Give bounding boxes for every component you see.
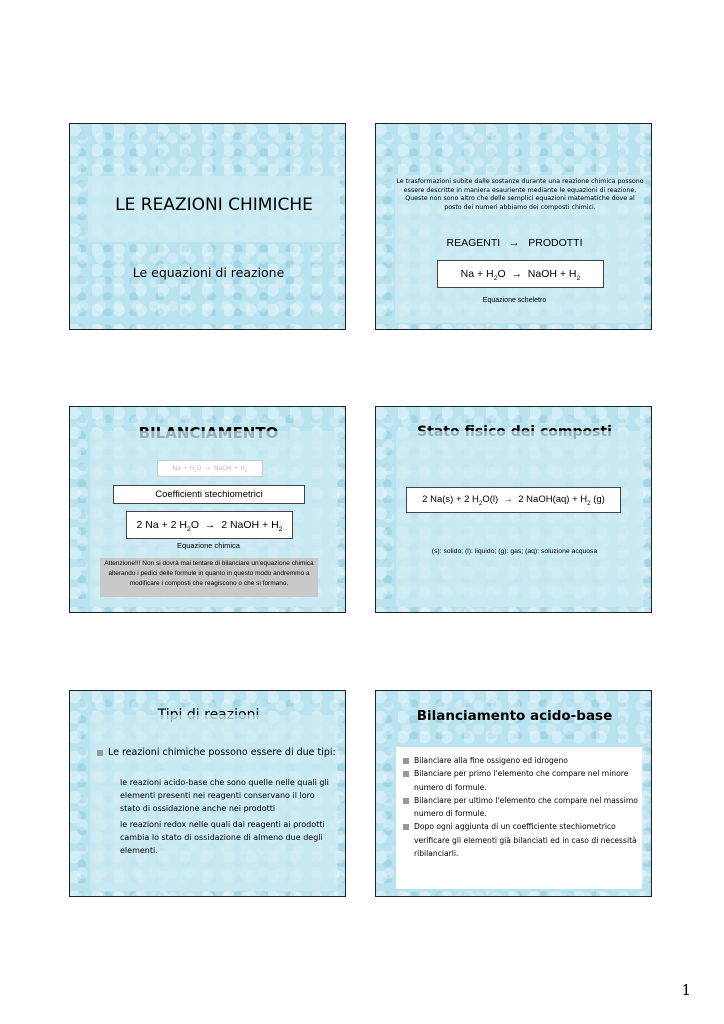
list-item: Bilanciare alla fine ossigeno ed idrogeno: [402, 754, 642, 767]
warning-box: Attenzione!!! Non si dovrà mai tentare di bilanciare un'equazione chimica alterando i pedici delle formule in quanto in questo modo andremmo a modificare i composti che reagiscono o che si formano.: [100, 558, 318, 597]
reagenti-prodotti: REAGENTI → PRODOTTI: [446, 237, 583, 249]
page-number: 1: [681, 981, 691, 999]
subbullet-acid-base: le reazioni acido-base che sono quelle nelle quali gli elementi presenti nei reagenti conservano il loro stato di ossidazione anche nei prodotti: [120, 778, 329, 814]
slide-4: [375, 406, 652, 613]
list-item: Bilanciare per primo l'elemento che compare nel minore numero di formule.: [402, 767, 642, 794]
slide-title: LE REAZIONI CHIMICHE: [115, 195, 313, 215]
list-item: Dopo ogni aggiunta di un coefficiente stechiometrico verificare gli elementi già bilanciati ed in caso di necessità ribilanciarli.: [402, 820, 642, 860]
slide-2: [375, 123, 652, 330]
state-equation: 2 Na(s) + 2 $H_2O(l) \to 2$ NaOH(aq) + $H_2$ (g): [406, 487, 621, 513]
bullet-types: Le reazioni chimiche possono essere di due tipi:: [96, 746, 344, 759]
list-item: Bilanciare per ultimo l'elemento che compare nel massimo numero di formule.: [402, 794, 642, 821]
slide-1: [69, 123, 346, 330]
balanced-equation: 2 Na + 2 $H_2O \to 2$ NaOH + $H_2$: [126, 511, 293, 539]
slide-3: [69, 406, 346, 613]
equation-caption: Equazione scheletro: [482, 297, 547, 304]
equation-caption: Equazione chimica: [177, 541, 240, 550]
faint-equation: $Na + H_2O$ → NaOH + $H_2$: [157, 460, 263, 477]
slide-subtitle: Le equazioni di reazione: [132, 265, 285, 280]
skeleton-equation: $Na + H_2O$ → NaOH + $H_2$: [437, 260, 604, 288]
state-legend: (s): solido; (l): liquido; (g): gas; (aq): soluzione acquosa: [431, 548, 598, 555]
rules-list: [402, 754, 642, 860]
coefficients-label: Coefficienti stechiometrici: [113, 485, 305, 504]
slide-6: [375, 690, 652, 897]
slide-5: [69, 690, 346, 897]
intro-text: Le trasformazioni subite dalle sostanze durante una reazione chimica possono essere descritte in maniera esauriente mediante le equazioni di reazione. Queste non sono altro che delle semplici equazioni matematiche dove al posto dei numeri abbiamo dei composti chimici.: [396, 178, 644, 211]
slide-title: Bilanciamento acido-base: [416, 708, 613, 724]
subbullet-redox: le reazioni redox nelle quali dai reagenti ai prodotti cambia lo stato di ossidazione di almeno due degli elementi.: [120, 820, 325, 856]
